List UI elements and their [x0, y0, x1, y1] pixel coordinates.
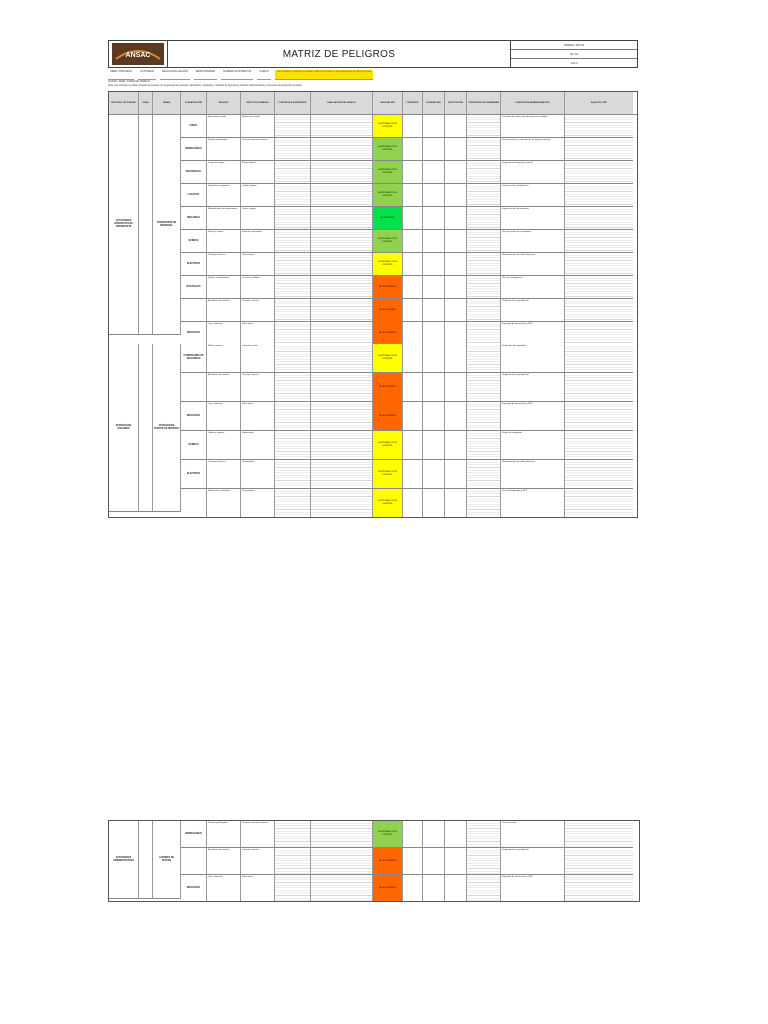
- substitution-cell: [445, 161, 467, 183]
- document-title: MATRIZ DE PELIGROS: [282, 48, 396, 60]
- admin-controls-cell: Orden y aseo, señalización: [501, 184, 565, 206]
- info-field: FECHA EVALUACIÓN: [160, 70, 190, 80]
- classification-cell: MECÁNICO: [181, 207, 207, 229]
- elimination-cell: [423, 322, 445, 344]
- effect-cell: Quemaduras: [241, 460, 275, 488]
- table-row: [181, 373, 633, 402]
- criteria-cell: [403, 207, 423, 229]
- substitution-cell: [445, 460, 467, 488]
- evaluation-cell: [311, 322, 373, 344]
- hazard-cell: Virus, bacterias: [207, 322, 241, 344]
- classification-cell: BIOLÓGICO: [181, 875, 207, 901]
- elimination-cell: [423, 489, 445, 517]
- ppe-cell: [565, 184, 633, 206]
- column-header: ZONA: [139, 92, 153, 114]
- ppe-cell: [565, 848, 633, 874]
- substitution-cell: [445, 253, 467, 275]
- info-field: CARGO: [257, 70, 271, 80]
- criteria-cell: [403, 431, 423, 459]
- engineering-controls-cell: [467, 875, 501, 901]
- admin-controls-cell: Uso de bloqueador y EPP: [501, 489, 565, 517]
- effect-cell: Intoxicación: [241, 431, 275, 459]
- engineering-controls-cell: [467, 821, 501, 847]
- elimination-cell: [423, 138, 445, 160]
- controls-note: Nota: Los controles se deben priorizar de acuerdo con la jerarquía de controles: eliminación, sustitución, controles de ingeniería, controles administrativos y elementos de protección personal.: [108, 85, 303, 87]
- engineering-controls-cell: [467, 207, 501, 229]
- criteria-cell: [403, 276, 423, 298]
- effect-cell: Irritación respiratoria: [241, 230, 275, 252]
- engineering-controls-cell: [467, 138, 501, 160]
- classification-cell: QUÍMICO: [181, 230, 207, 252]
- risk-level-badge: NO ACEPTABLE: [373, 373, 403, 401]
- hazard-matrix-page-1: [108, 40, 638, 518]
- admin-controls-cell: Programa de seguridad vial: [501, 299, 565, 321]
- existing-controls-cell: [275, 460, 311, 488]
- substitution-cell: [445, 402, 467, 430]
- admin-controls-cell: Programa de riesgo psicosocial: [501, 161, 565, 183]
- evaluation-cell: [311, 848, 373, 874]
- elimination-cell: [423, 299, 445, 321]
- risk-level-badge: ACEPTABLE CON CONTROL: [373, 460, 403, 488]
- section-block: [109, 115, 637, 344]
- subarea-label: TRANSPORTE DE PERSONAL: [153, 115, 181, 335]
- table-row: [181, 821, 633, 848]
- criteria-cell: [403, 299, 423, 321]
- existing-controls-cell: [275, 373, 311, 401]
- effect-cell: Lesiones osteomusculares: [241, 821, 275, 847]
- hazard-cell: Virus, bacterias: [207, 875, 241, 901]
- hazard-cell: Carga de trabajo: [207, 161, 241, 183]
- hazard-cell: Contacto eléctrico: [207, 460, 241, 488]
- ppe-cell: [565, 489, 633, 517]
- subarea-label: ATENCIÓN EN PUNTOS DE SERVICIO: [153, 344, 181, 512]
- criteria-cell: [403, 115, 423, 137]
- hazard-cell: Contacto eléctrico: [207, 253, 241, 275]
- classification-cell: CONDICIONES DE SEGURIDAD: [181, 344, 207, 372]
- column-header: EFECTOS POSIBLES: [241, 92, 275, 114]
- ppe-cell: [565, 115, 633, 137]
- classification-cell: [181, 489, 207, 517]
- admin-controls-cell: Fichas de seguridad: [501, 431, 565, 459]
- evaluation-cell: [311, 460, 373, 488]
- ppe-cell: [565, 207, 633, 229]
- zone-cell: [139, 344, 153, 512]
- criteria-cell: [403, 373, 423, 401]
- evaluation-cell: [311, 299, 373, 321]
- column-header: EVALUACIÓN DEL RIESGO: [311, 92, 373, 114]
- classification-cell: [181, 299, 207, 321]
- substitution-cell: [445, 373, 467, 401]
- info-fields: [108, 70, 638, 80]
- table-row: [181, 402, 633, 431]
- substitution-cell: [445, 431, 467, 459]
- table-row: [181, 230, 633, 253]
- hazard-matrix-page-2: [108, 820, 640, 902]
- risk-level-badge: ACEPTABLE CON CONTROL: [373, 230, 403, 252]
- table-row: [181, 253, 633, 276]
- classification-cell: QUÍMICO: [181, 431, 207, 459]
- substitution-cell: [445, 344, 467, 372]
- column-header: CLASIFICACIÓN: [181, 92, 207, 114]
- ppe-cell: [565, 230, 633, 252]
- effect-cell: Lesiones, estrés: [241, 344, 275, 372]
- elimination-cell: [423, 821, 445, 847]
- evaluation-cell: [311, 373, 373, 401]
- admin-controls-cell: Inspección de herramientas: [501, 207, 565, 229]
- effect-cell: Cortes, golpes: [241, 207, 275, 229]
- column-header: CONTROLES EXISTENTES: [275, 92, 311, 114]
- existing-controls-cell: [275, 875, 311, 901]
- table-row: [181, 184, 633, 207]
- risk-level-badge: ACEPTABLE CON CONTROL: [373, 431, 403, 459]
- table-row: [181, 344, 633, 373]
- admin-controls-cell: Controles de ruido y uso de protección auditiva: [501, 115, 565, 137]
- hazard-cell: Postura prolongada: [207, 821, 241, 847]
- risk-level-badge: ACEPTABLE CON CONTROL: [373, 161, 403, 183]
- classification-cell: LOCATIVO: [181, 184, 207, 206]
- existing-controls-cell: [275, 299, 311, 321]
- table-row: [181, 161, 633, 184]
- engineering-controls-cell: [467, 276, 501, 298]
- elimination-cell: [423, 402, 445, 430]
- existing-controls-cell: [275, 402, 311, 430]
- evaluation-cell: [311, 344, 373, 372]
- hazard-cell: Postura prolongada: [207, 138, 241, 160]
- hazard-cell: Accidentes de tránsito: [207, 373, 241, 401]
- criteria-cell: [403, 875, 423, 901]
- evaluation-cell: [311, 253, 373, 275]
- evaluation-cell: [311, 138, 373, 160]
- elimination-cell: [423, 253, 445, 275]
- substitution-cell: [445, 821, 467, 847]
- criteria-cell: [403, 322, 423, 344]
- criteria-cell: [403, 161, 423, 183]
- svg-text:ANSAC: ANSAC: [125, 52, 151, 59]
- engineering-controls-cell: [467, 431, 501, 459]
- elimination-cell: [423, 460, 445, 488]
- existing-controls-cell: [275, 161, 311, 183]
- elimination-cell: [423, 875, 445, 901]
- hazard-table: [108, 91, 638, 518]
- section-block: [109, 344, 637, 517]
- admin-controls-cell: Uso de protección respiratoria: [501, 230, 565, 252]
- evaluation-cell: [311, 276, 373, 298]
- engineering-controls-cell: [467, 230, 501, 252]
- column-header: CONTROLES ADMINISTRATIVOS: [501, 92, 565, 114]
- substitution-cell: [445, 184, 467, 206]
- existing-controls-cell: [275, 344, 311, 372]
- substitution-cell: [445, 138, 467, 160]
- substitution-cell: [445, 875, 467, 901]
- evaluation-cell: [311, 875, 373, 901]
- info-field: RESPONSABLE: [194, 70, 217, 80]
- substitution-cell: [445, 489, 467, 517]
- risk-level-badge: ACEPTABLE CON CONTROL: [373, 253, 403, 275]
- section-rows: [181, 344, 633, 517]
- hazard-cell: Manipulación de herramientas: [207, 207, 241, 229]
- effect-cell: Estrés laboral: [241, 161, 275, 183]
- code-label: CÓDIGO: SST-01: [511, 41, 637, 50]
- section-block: [109, 821, 639, 901]
- elimination-cell: [423, 230, 445, 252]
- process-label: ACTIVIDADES ADMINISTRATIVAS: [109, 821, 139, 899]
- substitution-cell: [445, 322, 467, 344]
- elimination-cell: [423, 115, 445, 137]
- table-row: [181, 299, 633, 322]
- elimination-cell: [423, 207, 445, 229]
- info-field: ACTIVIDAD: [138, 70, 156, 80]
- engineering-controls-cell: [467, 299, 501, 321]
- engineering-controls-cell: [467, 184, 501, 206]
- risk-level-badge: NO ACEPTABLE: [373, 322, 403, 344]
- version-label: Ver. 01: [511, 50, 637, 59]
- existing-controls-cell: [275, 848, 311, 874]
- risk-level-badge: ACEPTABLE CON CONTROL: [373, 115, 403, 137]
- elimination-cell: [423, 431, 445, 459]
- hazard-cell: Superficies irregulares: [207, 184, 241, 206]
- effect-cell: Quemaduras: [241, 489, 275, 517]
- hazard-cell: Exposición a ruido: [207, 115, 241, 137]
- admin-controls-cell: Pausas activas y capacitación en higiene postural: [501, 138, 565, 160]
- hazard-cell: Sismos, inundaciones: [207, 276, 241, 298]
- table-row: [181, 875, 633, 901]
- engineering-controls-cell: [467, 344, 501, 372]
- hazard-cell: Gases y vapores: [207, 431, 241, 459]
- hazard-cell: Robos, atracos: [207, 344, 241, 372]
- substitution-cell: [445, 115, 467, 137]
- company-logo: [109, 41, 168, 67]
- admin-controls-cell: Pausas activas: [501, 821, 565, 847]
- existing-controls-cell: [275, 253, 311, 275]
- risk-level-badge: ACEPTABLE CON CONTROL: [373, 138, 403, 160]
- ppe-cell: [565, 460, 633, 488]
- evaluation-cell: [311, 184, 373, 206]
- existing-controls-cell: [275, 431, 311, 459]
- evaluation-cell: [311, 161, 373, 183]
- ppe-cell: [565, 138, 633, 160]
- criteria-cell: [403, 460, 423, 488]
- criteria-cell: [403, 230, 423, 252]
- evaluation-cell: [311, 402, 373, 430]
- process-label: ACTIVIDADES OPERATIVAS DE TRANSPORTE: [109, 115, 139, 335]
- engineering-controls-cell: [467, 115, 501, 137]
- evaluation-cell: [311, 489, 373, 517]
- elimination-cell: [423, 344, 445, 372]
- ppe-cell: [565, 161, 633, 183]
- ppe-cell: [565, 276, 633, 298]
- existing-controls-cell: [275, 322, 311, 344]
- zone-cell: [139, 115, 153, 335]
- criteria-cell: [403, 184, 423, 206]
- classification-cell: [181, 848, 207, 874]
- engineering-controls-cell: [467, 402, 501, 430]
- classification-cell: ELÉCTRICO: [181, 460, 207, 488]
- effect-cell: Infecciones: [241, 875, 275, 901]
- engineering-controls-cell: [467, 161, 501, 183]
- effect-cell: Hipoacusia, estrés: [241, 115, 275, 137]
- ppe-cell: [565, 875, 633, 901]
- document-meta: [510, 41, 637, 67]
- classification-cell: BIOLÓGICO: [181, 402, 207, 430]
- engineering-controls-cell: [467, 253, 501, 275]
- hazard-cell: Exposición a radiación: [207, 489, 241, 517]
- table-row: [181, 848, 633, 875]
- existing-controls-cell: [275, 115, 311, 137]
- substitution-cell: [445, 276, 467, 298]
- engineering-controls-cell: [467, 460, 501, 488]
- ppe-cell: [565, 322, 633, 344]
- risk-level-badge: NO ACEPTABLE: [373, 276, 403, 298]
- engineering-controls-cell: [467, 489, 501, 517]
- admin-controls-cell: Esquema de vacunación y EPP: [501, 322, 565, 344]
- risk-level-badge: NO ACEPTABLE: [373, 875, 403, 901]
- effect-cell: Lesiones, muerte: [241, 848, 275, 874]
- column-header: VALORACIÓN: [373, 92, 403, 114]
- ppe-cell: [565, 344, 633, 372]
- classification-cell: PSICOSOCIAL: [181, 161, 207, 183]
- hazard-cell: Accidentes de tránsito: [207, 848, 241, 874]
- elimination-cell: [423, 373, 445, 401]
- zone-cell: [139, 821, 153, 899]
- risk-level-badge: ACEPTABLE CON CONTROL: [373, 344, 403, 372]
- admin-controls-cell: Esquema de vacunación y EPP: [501, 875, 565, 901]
- elimination-cell: [423, 184, 445, 206]
- info-field: ÁREA / PROCESO: [108, 70, 134, 80]
- admin-controls-cell: Esquema de vacunación y EPP: [501, 402, 565, 430]
- risk-level-badge: NO ACEPTABLE: [373, 402, 403, 430]
- effect-cell: Quemaduras: [241, 253, 275, 275]
- classification-cell: FÍSICO: [181, 115, 207, 137]
- table-row: [181, 276, 633, 299]
- evaluation-cell: [311, 821, 373, 847]
- effect-cell: Lesiones osteomusculares: [241, 138, 275, 160]
- column-header: CRITERIOS: [403, 92, 423, 114]
- column-header: TAREA: [153, 92, 181, 114]
- effect-cell: Lesiones, muerte: [241, 373, 275, 401]
- risk-level-badge: ACEPTABLE CON CONTROL: [373, 184, 403, 206]
- criteria-cell: [403, 344, 423, 372]
- table-row: [181, 489, 633, 517]
- elimination-cell: [423, 848, 445, 874]
- table-row: [181, 207, 633, 230]
- effect-cell: Infecciones: [241, 322, 275, 344]
- page-label: 1 de 3: [570, 61, 578, 65]
- effect-cell: Lesiones, muerte: [241, 299, 275, 321]
- column-header: ELIMINACIÓN: [423, 92, 445, 114]
- substitution-cell: [445, 848, 467, 874]
- criteria-cell: [403, 489, 423, 517]
- engineering-controls-cell: [467, 373, 501, 401]
- existing-controls-cell: [275, 276, 311, 298]
- existing-controls-cell: [275, 184, 311, 206]
- process-label: ATENCIÓN DE USUARIOS: [109, 344, 139, 512]
- column-header: PELIGRO: [207, 92, 241, 114]
- column-header: PROCESO / ACTIVIDAD: [109, 92, 139, 114]
- classification-cell: BIOMECÁNICO: [181, 138, 207, 160]
- substitution-cell: [445, 230, 467, 252]
- effect-cell: Caídas, golpes: [241, 184, 275, 206]
- table-row: [181, 431, 633, 460]
- substitution-cell: [445, 299, 467, 321]
- ppe-cell: [565, 253, 633, 275]
- risk-level-badge: ACEPTABLE CON CONTROL: [373, 489, 403, 517]
- admin-controls-cell: Plan de emergencias: [501, 276, 565, 298]
- section-rows: [181, 115, 633, 344]
- evaluation-cell: [311, 207, 373, 229]
- notice-banner: Los cambios o controles se deben realizar con base en una evaluación de riesgos previa: [275, 70, 373, 80]
- ppe-cell: [565, 821, 633, 847]
- evaluation-cell: [311, 230, 373, 252]
- classification-cell: [181, 373, 207, 401]
- classification-cell: BIOLÓGICO: [181, 322, 207, 344]
- existing-controls-cell: [275, 207, 311, 229]
- subarea-label: LABORES DE OFICINA: [153, 821, 181, 899]
- info-field: NÚMERO EXPUESTOS: [221, 70, 253, 80]
- table-row: [181, 138, 633, 161]
- admin-controls-cell: Mantenimiento de redes eléctricas: [501, 253, 565, 275]
- effect-cell: Lesiones múltiples: [241, 276, 275, 298]
- evaluation-cell: [311, 431, 373, 459]
- criteria-cell: [403, 253, 423, 275]
- table-row: [181, 322, 633, 344]
- existing-controls-cell: [275, 821, 311, 847]
- column-header: CONTROLES DE INGENIERÍA: [467, 92, 501, 114]
- criteria-cell: [403, 848, 423, 874]
- risk-level-badge: ACEPTABLE CON CONTROL: [373, 821, 403, 847]
- info-line-2: CIUDAD / SEDE / TURNO DE TRABAJO: [108, 81, 151, 83]
- existing-controls-cell: [275, 138, 311, 160]
- risk-level-badge: NO ACEPTABLE: [373, 848, 403, 874]
- existing-controls-cell: [275, 230, 311, 252]
- column-header: SUSTITUCIÓN: [445, 92, 467, 114]
- document-header: [108, 40, 638, 68]
- criteria-cell: [403, 402, 423, 430]
- admin-controls-cell: Programa de seguridad vial: [501, 373, 565, 401]
- classification-cell: ELÉCTRICO: [181, 253, 207, 275]
- ppe-cell: [565, 299, 633, 321]
- admin-controls-cell: Protocolos de seguridad: [501, 344, 565, 372]
- hazard-cell: Virus, bacterias: [207, 402, 241, 430]
- risk-level-badge: NO ACEPTABLE: [373, 299, 403, 321]
- section-rows: [181, 821, 633, 901]
- evaluation-cell: [311, 115, 373, 137]
- ppe-cell: [565, 431, 633, 459]
- criteria-cell: [403, 138, 423, 160]
- engineering-controls-cell: [467, 848, 501, 874]
- classification-cell: BIOMECÁNICO: [181, 821, 207, 847]
- effect-cell: Infecciones: [241, 402, 275, 430]
- column-header: EQUIPOS / EPP: [565, 92, 633, 114]
- risk-level-badge: ACEPTABLE: [373, 207, 403, 229]
- elimination-cell: [423, 161, 445, 183]
- elimination-cell: [423, 276, 445, 298]
- admin-controls-cell: Programa de seguridad vial: [501, 848, 565, 874]
- hazard-cell: Accidentes de tránsito: [207, 299, 241, 321]
- classification-cell: NATURALES: [181, 276, 207, 298]
- ppe-cell: [565, 373, 633, 401]
- ppe-cell: [565, 402, 633, 430]
- hazard-cell: Polvos y humos: [207, 230, 241, 252]
- table-header-row: [109, 92, 637, 115]
- table-row: [181, 460, 633, 489]
- substitution-cell: [445, 207, 467, 229]
- admin-controls-cell: Mantenimiento de redes eléctricas: [501, 460, 565, 488]
- engineering-controls-cell: [467, 322, 501, 344]
- table-row: [181, 115, 633, 138]
- existing-controls-cell: [275, 489, 311, 517]
- criteria-cell: [403, 821, 423, 847]
